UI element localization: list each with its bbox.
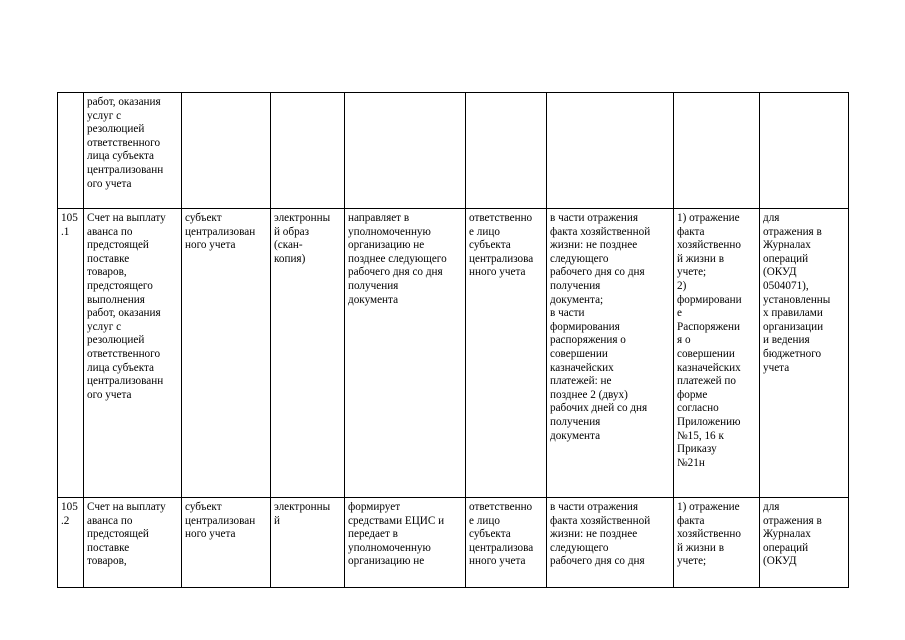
purpose-cell: для отражения в Журналах операций (ОКУД xyxy=(760,498,849,588)
procedure-cell xyxy=(345,93,466,209)
action-cell: 1) отражение факта хозяйственно й жизни в учете; 2) формировани е Распоряжени я о совершении казначейских платежей по форме согласно Приложению №15, 16 к Приказу №21н xyxy=(674,209,760,498)
responsible-cell: ответственно е лицо субъекта централизова нного учета xyxy=(466,498,547,588)
responsible-cell: ответственно е лицо субъекта централизова нного учета xyxy=(466,209,547,498)
format-cell xyxy=(271,93,345,209)
originator-cell xyxy=(182,93,271,209)
action-cell: 1) отражение факта хозяйственно й жизни в учете; xyxy=(674,498,760,588)
procedure-cell: направляет в уполномоченную организацию не позднее следующего рабочего дня со дня получения документа xyxy=(345,209,466,498)
purpose-cell: для отражения в Журналах операций (ОКУД 0504071), установленны х правилами организации и ведения бюджетного учета xyxy=(760,209,849,498)
responsible-cell xyxy=(466,93,547,209)
action-cell xyxy=(674,93,760,209)
format-cell: электронны й образ (скан- копия) xyxy=(271,209,345,498)
purpose-cell xyxy=(760,93,849,209)
originator-cell: субъект централизован ного учета xyxy=(182,498,271,588)
table-row xyxy=(58,498,849,588)
document-name-cell: Счет на выплату аванса по предстоящей поставке товаров, xyxy=(84,498,182,588)
row-number-cell xyxy=(58,93,84,209)
originator-cell: субъект централизован ного учета xyxy=(182,209,271,498)
document-name-cell: Счет на выплату аванса по предстоящей поставке товаров, предстоящего выполнения работ, оказания услуг с резолюцией ответственного лица субъекта централизованн ого учета xyxy=(84,209,182,498)
document-table xyxy=(57,92,849,588)
row-number-cell: 105 .2 xyxy=(58,498,84,588)
deadline-cell xyxy=(547,93,674,209)
table-row xyxy=(58,209,849,498)
row-number-cell: 105 .1 xyxy=(58,209,84,498)
procedure-cell: формирует средствами ЕЦИС и передает в уполномоченную организацию не xyxy=(345,498,466,588)
table-row xyxy=(58,93,849,209)
deadline-cell: в части отражения факта хозяйственной жизни: не позднее следующего рабочего дня со дня xyxy=(547,498,674,588)
format-cell: электронны й xyxy=(271,498,345,588)
deadline-cell: в части отражения факта хозяйственной жизни: не позднее следующего рабочего дня со дня получения документа; в части формирования распоряжения о совершении казначейских платежей: не позднее 2 (двух) рабочих дней со дня получения документа xyxy=(547,209,674,498)
document-name-cell: работ, оказания услуг с резолюцией ответственного лица субъекта централизованн ого учета xyxy=(84,93,182,209)
